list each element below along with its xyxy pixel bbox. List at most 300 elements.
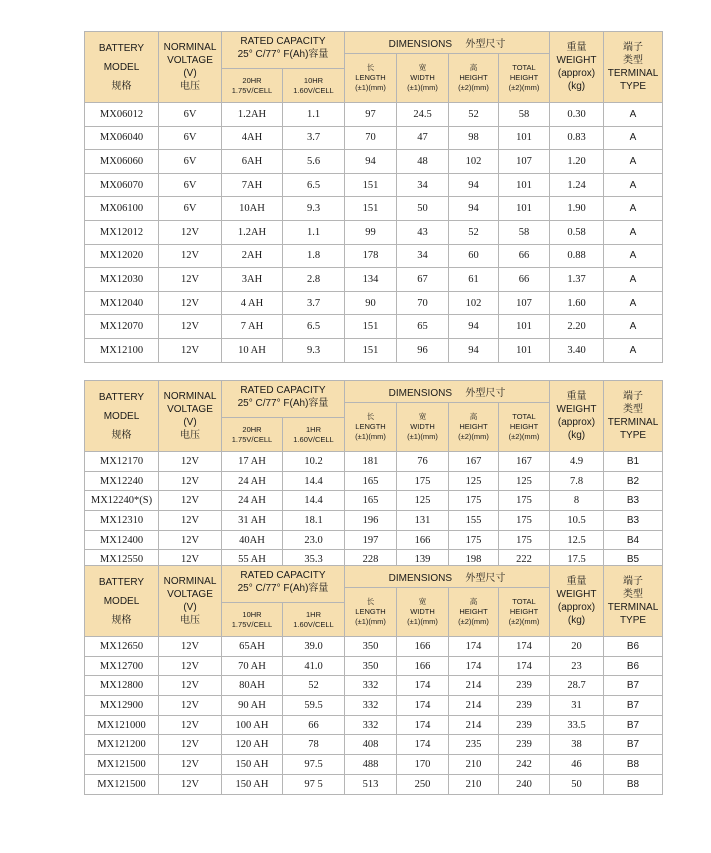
length-header: 长 LENGTH (±1)(mm)	[345, 588, 397, 637]
height-cell: 94	[449, 197, 499, 221]
length-cell: 408	[345, 735, 397, 755]
table-header	[85, 32, 663, 103]
voltage-cell: 12V	[159, 656, 222, 676]
width-cell: 48	[397, 150, 449, 174]
voltage-cell: 12V	[159, 338, 222, 362]
capacity-a-cell: 80AH	[222, 676, 283, 696]
terminal-cell: A	[604, 220, 663, 244]
terminal-cell: A	[604, 315, 663, 339]
voltage-cell: 12V	[159, 676, 222, 696]
model-cell: MX12240*(S)	[85, 491, 159, 511]
length-cell: 94	[345, 150, 397, 174]
model-cell: MX12240	[85, 471, 159, 491]
voltage-cell: 12V	[159, 637, 222, 657]
weight-cell: 23	[550, 656, 604, 676]
battery-spec-table-1	[84, 31, 663, 363]
terminal-cell: B7	[604, 676, 663, 696]
weight-cell: 0.83	[550, 126, 604, 150]
voltage-cell: 6V	[159, 126, 222, 150]
weight-cell: 28.7	[550, 676, 604, 696]
length-cell: 197	[345, 530, 397, 550]
model-cell: MX12020	[85, 244, 159, 268]
terminal-cell: A	[604, 126, 663, 150]
total-height-cell: 101	[499, 197, 550, 221]
terminal-cell: A	[604, 268, 663, 292]
battery-spec-table-3	[84, 565, 663, 795]
model-cell: MX121200	[85, 735, 159, 755]
weight-cell: 38	[550, 735, 604, 755]
length-cell: 181	[345, 452, 397, 472]
table-header	[85, 381, 663, 452]
height-cell: 175	[449, 491, 499, 511]
height-cell: 52	[449, 103, 499, 127]
capacity-a-cell: 7AH	[222, 173, 283, 197]
total-height-header: TOTAL HEIGHT (±2)(mm)	[499, 403, 550, 452]
height-header: 高 HEIGHT (±2)(mm)	[449, 54, 499, 103]
model-cell: MX12170	[85, 452, 159, 472]
weight-cell: 8	[550, 491, 604, 511]
model-cell: MX12700	[85, 656, 159, 676]
width-cell: 166	[397, 637, 449, 657]
rate-b-header: 1HR 1.60V/CELL	[283, 603, 345, 637]
voltage-cell: 12V	[159, 696, 222, 716]
capacity-a-cell: 4AH	[222, 126, 283, 150]
table-row	[85, 755, 663, 775]
capacity-a-cell: 120 AH	[222, 735, 283, 755]
capacity-b-cell: 9.3	[283, 338, 345, 362]
table-row	[85, 103, 663, 127]
voltage-cell: 6V	[159, 197, 222, 221]
model-cell: MX121500	[85, 755, 159, 775]
length-header: 长 LENGTH (±1)(mm)	[345, 54, 397, 103]
width-cell: 174	[397, 676, 449, 696]
model-cell: MX06100	[85, 197, 159, 221]
capacity-b-cell: 35.3	[283, 550, 345, 570]
terminal-cell: A	[604, 244, 663, 268]
width-cell: 70	[397, 291, 449, 315]
capacity-b-cell: 41.0	[283, 656, 345, 676]
voltage-cell: 12V	[159, 315, 222, 339]
table-row	[85, 676, 663, 696]
weight-cell: 10.5	[550, 511, 604, 531]
total-height-cell: 107	[499, 150, 550, 174]
width-cell: 174	[397, 696, 449, 716]
terminal-cell: B7	[604, 696, 663, 716]
total-height-cell: 239	[499, 696, 550, 716]
width-cell: 24.5	[397, 103, 449, 127]
terminal-cell: A	[604, 197, 663, 221]
width-cell: 131	[397, 511, 449, 531]
capacity-b-cell: 97 5	[283, 774, 345, 794]
voltage-cell: 12V	[159, 755, 222, 775]
rate-a-header: 20HR 1.75V/CELL	[222, 418, 283, 452]
table-body	[85, 452, 663, 570]
weight-cell: 7.8	[550, 471, 604, 491]
voltage-cell: 6V	[159, 173, 222, 197]
capacity-b-cell: 14.4	[283, 471, 345, 491]
weight-cell: 50	[550, 774, 604, 794]
weight-cell: 0.58	[550, 220, 604, 244]
terminal-cell: A	[604, 173, 663, 197]
table-row	[85, 715, 663, 735]
height-header: 高 HEIGHT (±2)(mm)	[449, 403, 499, 452]
capacity-b-cell: 78	[283, 735, 345, 755]
weight-cell: 1.20	[550, 150, 604, 174]
weight-cell: 0.88	[550, 244, 604, 268]
battery-model-header: BATTERY MODEL 规格	[85, 32, 159, 103]
total-height-header: TOTAL HEIGHT (±2)(mm)	[499, 54, 550, 103]
length-cell: 165	[345, 471, 397, 491]
voltage-cell: 12V	[159, 268, 222, 292]
rate-a-header: 10HR 1.75V/CELL	[222, 603, 283, 637]
model-cell: MX12550	[85, 550, 159, 570]
total-height-cell: 222	[499, 550, 550, 570]
width-cell: 174	[397, 735, 449, 755]
table-row	[85, 491, 663, 511]
rated-capacity-header: RATED CAPACITY 25° C/77° F(Ah)容量	[222, 566, 345, 603]
terminal-cell: B6	[604, 637, 663, 657]
table-row	[85, 150, 663, 174]
voltage-cell: 12V	[159, 735, 222, 755]
length-cell: 332	[345, 676, 397, 696]
total-height-cell: 242	[499, 755, 550, 775]
weight-cell: 1.37	[550, 268, 604, 292]
table-row	[85, 338, 663, 362]
table-row	[85, 197, 663, 221]
terminal-cell: A	[604, 338, 663, 362]
terminal-cell: A	[604, 291, 663, 315]
weight-cell: 33.5	[550, 715, 604, 735]
height-cell: 210	[449, 774, 499, 794]
table-row	[85, 291, 663, 315]
model-cell: MX06070	[85, 173, 159, 197]
model-cell: MX06040	[85, 126, 159, 150]
rate-b-header: 1HR 1.60V/CELL	[283, 418, 345, 452]
voltage-cell: 6V	[159, 103, 222, 127]
weight-cell: 1.60	[550, 291, 604, 315]
rate-a-header: 20HR 1.75V/CELL	[222, 69, 283, 103]
width-cell: 250	[397, 774, 449, 794]
terminal-cell: A	[604, 103, 663, 127]
capacity-b-cell: 59.5	[283, 696, 345, 716]
width-cell: 175	[397, 471, 449, 491]
length-cell: 165	[345, 491, 397, 511]
voltage-cell: 12V	[159, 715, 222, 735]
terminal-cell: B1	[604, 452, 663, 472]
rated-capacity-header: RATED CAPACITY 25° C/77° F(Ah)容量	[222, 381, 345, 418]
weight-cell: 4.9	[550, 452, 604, 472]
terminal-cell: B3	[604, 511, 663, 531]
height-cell: 98	[449, 126, 499, 150]
capacity-a-cell: 3AH	[222, 268, 283, 292]
weight-header: 重量 WEIGHT (approx) (kg)	[550, 566, 604, 637]
model-cell: MX12100	[85, 338, 159, 362]
length-cell: 178	[345, 244, 397, 268]
total-height-cell: 101	[499, 173, 550, 197]
battery-model-header: BATTERY MODEL 规格	[85, 566, 159, 637]
table-row	[85, 220, 663, 244]
height-cell: 94	[449, 338, 499, 362]
capacity-b-cell: 39.0	[283, 637, 345, 657]
model-cell: MX12012	[85, 220, 159, 244]
table-row	[85, 244, 663, 268]
model-cell: MX06060	[85, 150, 159, 174]
total-height-cell: 101	[499, 315, 550, 339]
voltage-cell: 12V	[159, 491, 222, 511]
total-height-cell: 101	[499, 338, 550, 362]
total-height-cell: 175	[499, 530, 550, 550]
voltage-header: NORMINAL VOLTAGE (V) 电压	[159, 566, 222, 637]
model-cell: MX121500	[85, 774, 159, 794]
length-cell: 97	[345, 103, 397, 127]
height-header: 高 HEIGHT (±2)(mm)	[449, 588, 499, 637]
total-height-cell: 239	[499, 715, 550, 735]
height-cell: 174	[449, 656, 499, 676]
table-row	[85, 656, 663, 676]
height-cell: 155	[449, 511, 499, 531]
table-row	[85, 173, 663, 197]
capacity-b-cell: 6.5	[283, 173, 345, 197]
total-height-cell: 58	[499, 103, 550, 127]
height-cell: 94	[449, 173, 499, 197]
weight-cell: 12.5	[550, 530, 604, 550]
height-cell: 102	[449, 150, 499, 174]
capacity-a-cell: 90 AH	[222, 696, 283, 716]
model-cell: MX12070	[85, 315, 159, 339]
total-height-cell: 66	[499, 244, 550, 268]
length-cell: 90	[345, 291, 397, 315]
voltage-cell: 12V	[159, 774, 222, 794]
table-row	[85, 696, 663, 716]
width-cell: 166	[397, 530, 449, 550]
voltage-cell: 12V	[159, 220, 222, 244]
weight-cell: 3.40	[550, 338, 604, 362]
terminal-cell: B7	[604, 735, 663, 755]
total-height-cell: 58	[499, 220, 550, 244]
capacity-a-cell: 31 AH	[222, 511, 283, 531]
width-cell: 166	[397, 656, 449, 676]
length-cell: 151	[345, 338, 397, 362]
total-height-cell: 239	[499, 735, 550, 755]
terminal-header: 端子 类型 TERMINAL TYPE	[604, 381, 663, 452]
total-height-cell: 174	[499, 637, 550, 657]
dimensions-header: DIMENSIONS 外型尺寸	[345, 566, 550, 588]
capacity-a-cell: 2AH	[222, 244, 283, 268]
table-row	[85, 735, 663, 755]
width-cell: 76	[397, 452, 449, 472]
table-row	[85, 530, 663, 550]
total-height-cell: 240	[499, 774, 550, 794]
model-cell: MX12900	[85, 696, 159, 716]
table-row	[85, 268, 663, 292]
terminal-cell: B2	[604, 471, 663, 491]
table-row	[85, 315, 663, 339]
total-height-cell: 175	[499, 491, 550, 511]
weight-header: 重量 WEIGHT (approx) (kg)	[550, 32, 604, 103]
width-cell: 47	[397, 126, 449, 150]
capacity-a-cell: 100 AH	[222, 715, 283, 735]
terminal-cell: B6	[604, 656, 663, 676]
capacity-a-cell: 17 AH	[222, 452, 283, 472]
width-cell: 34	[397, 244, 449, 268]
width-cell: 139	[397, 550, 449, 570]
dimensions-header: DIMENSIONS 外型尺寸	[345, 381, 550, 403]
total-height-cell: 239	[499, 676, 550, 696]
length-cell: 332	[345, 696, 397, 716]
height-cell: 102	[449, 291, 499, 315]
capacity-b-cell: 1.8	[283, 244, 345, 268]
capacity-a-cell: 65AH	[222, 637, 283, 657]
length-cell: 70	[345, 126, 397, 150]
total-height-cell: 175	[499, 511, 550, 531]
length-cell: 488	[345, 755, 397, 775]
height-cell: 94	[449, 315, 499, 339]
width-cell: 67	[397, 268, 449, 292]
table-row	[85, 126, 663, 150]
terminal-cell: B8	[604, 755, 663, 775]
width-cell: 43	[397, 220, 449, 244]
terminal-cell: B3	[604, 491, 663, 511]
model-cell: MX121000	[85, 715, 159, 735]
length-cell: 332	[345, 715, 397, 735]
voltage-cell: 12V	[159, 511, 222, 531]
width-cell: 170	[397, 755, 449, 775]
total-height-cell: 167	[499, 452, 550, 472]
width-cell: 125	[397, 491, 449, 511]
dimensions-header: DIMENSIONS 外型尺寸	[345, 32, 550, 54]
capacity-a-cell: 40AH	[222, 530, 283, 550]
total-height-cell: 174	[499, 656, 550, 676]
terminal-cell: B8	[604, 774, 663, 794]
table-row	[85, 774, 663, 794]
weight-cell: 0.30	[550, 103, 604, 127]
height-cell: 167	[449, 452, 499, 472]
terminal-cell: B7	[604, 715, 663, 735]
voltage-cell: 12V	[159, 244, 222, 268]
terminal-header: 端子 类型 TERMINAL TYPE	[604, 32, 663, 103]
weight-cell: 1.90	[550, 197, 604, 221]
rated-capacity-header: RATED CAPACITY 25° C/77° F(Ah)容量	[222, 32, 345, 69]
width-cell: 96	[397, 338, 449, 362]
model-cell: MX06012	[85, 103, 159, 127]
total-height-cell: 101	[499, 126, 550, 150]
height-cell: 214	[449, 676, 499, 696]
voltage-cell: 12V	[159, 291, 222, 315]
capacity-b-cell: 6.5	[283, 315, 345, 339]
length-cell: 350	[345, 637, 397, 657]
height-cell: 174	[449, 637, 499, 657]
capacity-a-cell: 6AH	[222, 150, 283, 174]
length-cell: 151	[345, 173, 397, 197]
width-cell: 50	[397, 197, 449, 221]
table-body	[85, 103, 663, 363]
weight-cell: 46	[550, 755, 604, 775]
table-header	[85, 566, 663, 637]
capacity-a-cell: 70 AH	[222, 656, 283, 676]
width-header: 宽 WIDTH (±1)(mm)	[397, 403, 449, 452]
capacity-a-cell: 55 AH	[222, 550, 283, 570]
height-cell: 235	[449, 735, 499, 755]
length-header: 长 LENGTH (±1)(mm)	[345, 403, 397, 452]
capacity-b-cell: 23.0	[283, 530, 345, 550]
capacity-b-cell: 52	[283, 676, 345, 696]
model-cell: MX12040	[85, 291, 159, 315]
voltage-cell: 12V	[159, 471, 222, 491]
voltage-cell: 6V	[159, 150, 222, 174]
width-cell: 174	[397, 715, 449, 735]
weight-cell: 17.5	[550, 550, 604, 570]
capacity-a-cell: 150 AH	[222, 755, 283, 775]
rate-b-header: 10HR 1.60V/CELL	[283, 69, 345, 103]
length-cell: 513	[345, 774, 397, 794]
voltage-header: NORMINAL VOLTAGE (V) 电压	[159, 32, 222, 103]
terminal-cell: A	[604, 150, 663, 174]
terminal-header: 端子 类型 TERMINAL TYPE	[604, 566, 663, 637]
voltage-header: NORMINAL VOLTAGE (V) 电压	[159, 381, 222, 452]
width-cell: 65	[397, 315, 449, 339]
capacity-a-cell: 24 AH	[222, 471, 283, 491]
height-cell: 125	[449, 471, 499, 491]
model-cell: MX12400	[85, 530, 159, 550]
height-cell: 61	[449, 268, 499, 292]
length-cell: 196	[345, 511, 397, 531]
length-cell: 350	[345, 656, 397, 676]
model-cell: MX12030	[85, 268, 159, 292]
battery-model-header: BATTERY MODEL 规格	[85, 381, 159, 452]
capacity-a-cell: 10 AH	[222, 338, 283, 362]
weight-cell: 31	[550, 696, 604, 716]
model-cell: MX12310	[85, 511, 159, 531]
width-header: 宽 WIDTH (±1)(mm)	[397, 588, 449, 637]
capacity-b-cell: 66	[283, 715, 345, 735]
capacity-a-cell: 1.2AH	[222, 103, 283, 127]
capacity-b-cell: 10.2	[283, 452, 345, 472]
total-height-cell: 125	[499, 471, 550, 491]
voltage-cell: 12V	[159, 530, 222, 550]
height-cell: 214	[449, 696, 499, 716]
model-cell: MX12800	[85, 676, 159, 696]
length-cell: 99	[345, 220, 397, 244]
total-height-cell: 107	[499, 291, 550, 315]
capacity-a-cell: 7 AH	[222, 315, 283, 339]
table-row	[85, 511, 663, 531]
capacity-b-cell: 2.8	[283, 268, 345, 292]
battery-spec-table-2	[84, 380, 663, 570]
table-row	[85, 452, 663, 472]
height-cell: 198	[449, 550, 499, 570]
capacity-a-cell: 10AH	[222, 197, 283, 221]
table-row	[85, 637, 663, 657]
weight-cell: 20	[550, 637, 604, 657]
weight-cell: 1.24	[550, 173, 604, 197]
height-cell: 175	[449, 530, 499, 550]
table-body	[85, 637, 663, 795]
capacity-a-cell: 150 AH	[222, 774, 283, 794]
capacity-b-cell: 18.1	[283, 511, 345, 531]
length-cell: 151	[345, 315, 397, 339]
voltage-cell: 12V	[159, 452, 222, 472]
capacity-b-cell: 1.1	[283, 220, 345, 244]
weight-header: 重量 WEIGHT (approx) (kg)	[550, 381, 604, 452]
total-height-cell: 66	[499, 268, 550, 292]
table-row	[85, 471, 663, 491]
width-header: 宽 WIDTH (±1)(mm)	[397, 54, 449, 103]
terminal-cell: B5	[604, 550, 663, 570]
terminal-cell: B4	[604, 530, 663, 550]
height-cell: 52	[449, 220, 499, 244]
height-cell: 210	[449, 755, 499, 775]
width-cell: 34	[397, 173, 449, 197]
